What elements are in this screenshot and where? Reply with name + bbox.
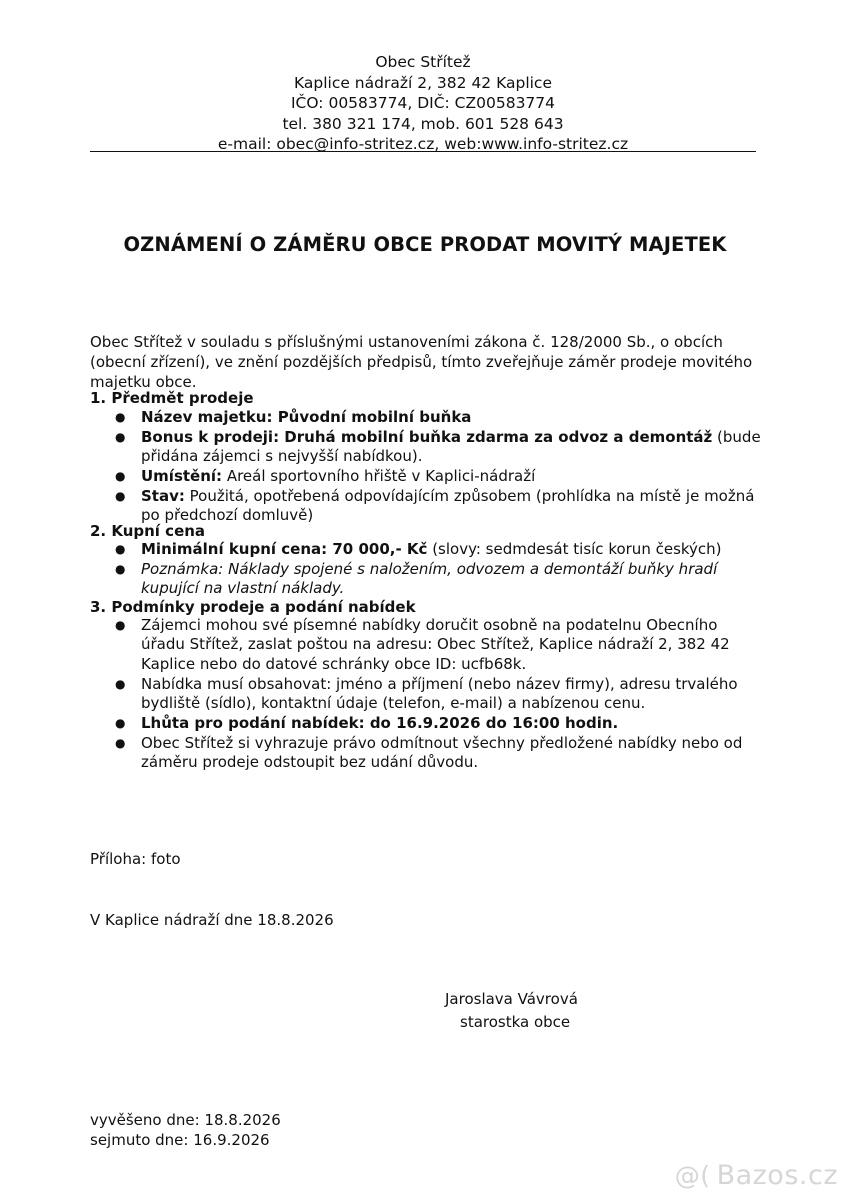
municipality-phones: tel. 380 321 174, mob. 601 528 643 bbox=[282, 114, 564, 133]
bazos-logo-icon: @( bbox=[674, 1161, 711, 1190]
bullet-icon: ● bbox=[115, 469, 126, 483]
posted-date: vyvěšeno dne: 18.8.2026 bbox=[90, 1111, 281, 1129]
list-item: ● Umístění: Areál sportovního hřiště v Kaplici-nádraží bbox=[115, 467, 536, 485]
intro-paragraph: Obec Střítež v souladu s příslušnými ustanoveními zákona č. 128/2000 Sb., o obcích (obecní zřízení), ve znění pozdějších předpisů, tímto zveřejňuje záměr prodeje movitého majetku obce. bbox=[90, 333, 753, 391]
list-item: ● Zájemci mohou své písemné nabídky doručit osobně na podatelnu Obecního úřadu Střítež, zaslat poštou na adresu: Obec Střítež, Kaplice nádraží 2, 382 42 Kaplice nebo do datové schránky obce ID: ucfb68k. bbox=[115, 616, 730, 673]
signatory-role: starostka obce bbox=[460, 1013, 571, 1031]
list-item: ● Minimální kupní cena: 70 000,- Kč (slovy: sedmdesát tisíc korun českých) bbox=[115, 540, 722, 558]
section-3-heading: 3. Podmínky prodeje a podání nabídek bbox=[90, 598, 416, 616]
bullet-icon: ● bbox=[115, 542, 126, 556]
bullet-icon: ● bbox=[115, 410, 126, 424]
section-3-list bbox=[112, 616, 762, 773]
bullet-icon: ● bbox=[115, 618, 126, 632]
list-item: ● Stav: Použitá, opotřebená odpovídajícím způsobem (prohlídka na místě je možná po předchozí domluvě) bbox=[115, 486, 755, 525]
bullet-icon: ● bbox=[115, 676, 126, 691]
list-item: ● Lhůta pro podání nabídek: do 16.9.2026 do 16:00 hodin. bbox=[115, 713, 619, 732]
document-title: OZNÁMENÍ O ZÁMĚRU OBCE PRODAT MOVITÝ MAJETEK bbox=[123, 233, 727, 256]
section-1-heading: 1. Předmět prodeje bbox=[90, 389, 254, 407]
watermark-text: Bazos.cz bbox=[716, 1160, 838, 1191]
signatory-name: Jaroslava Vávrová bbox=[445, 990, 578, 1008]
list-item: ● Bonus k prodeji: Druhá mobilní buňka zdarma za odvoz a demontáž (bude přidána zájemci s nejvyšší nabídkou). bbox=[115, 427, 761, 466]
section-2-list bbox=[112, 540, 762, 599]
signature-block bbox=[445, 988, 585, 1034]
removed-date: sejmuto dne: 16.9.2026 bbox=[90, 1131, 270, 1149]
header-divider bbox=[90, 151, 756, 152]
list-item: ● Poznámka: Náklady spojené s naložením, odvozem a demontáží buňky hradí kupující na vlastní náklady. bbox=[115, 559, 718, 598]
list-item: ● Název majetku: Původní mobilní buňka bbox=[115, 408, 472, 426]
section-2-heading: 2. Kupní cena bbox=[90, 522, 206, 540]
municipality-contact: e-mail: obec@info-stritez.cz, web:www.info-stritez.cz bbox=[217, 135, 629, 153]
section-1-list bbox=[112, 408, 762, 526]
place-and-date: V Kaplice nádraží dne 18.8.2026 bbox=[90, 911, 334, 929]
bullet-icon: ● bbox=[115, 735, 126, 750]
list-item: ● Obec Střítež si vyhrazuje právo odmítnout všechny předložené nabídky nebo od záměru prodeje odstoupit bez udání důvodu. bbox=[115, 733, 743, 772]
municipality-ids: IČO: 00583774, DIČ: CZ00583774 bbox=[290, 94, 556, 112]
attachment-note: Příloha: foto bbox=[90, 850, 181, 868]
bullet-icon: ● bbox=[115, 715, 126, 730]
municipality-name: Obec Střítež bbox=[375, 53, 471, 71]
list-item: ● Nabídka musí obsahovat: jméno a příjmení (nebo název firmy), adresu trvalého bydliště (sídlo), kontaktní údaje (telefon, e-mail) a nabízenou cenu. bbox=[115, 674, 738, 713]
bullet-icon: ● bbox=[115, 561, 126, 576]
bazos-watermark bbox=[675, 1160, 838, 1191]
municipality-address: Kaplice nádraží 2, 382 42 Kaplice bbox=[293, 73, 552, 92]
bullet-icon: ● bbox=[115, 429, 126, 444]
letterhead bbox=[90, 52, 756, 155]
bullet-icon: ● bbox=[115, 488, 126, 503]
